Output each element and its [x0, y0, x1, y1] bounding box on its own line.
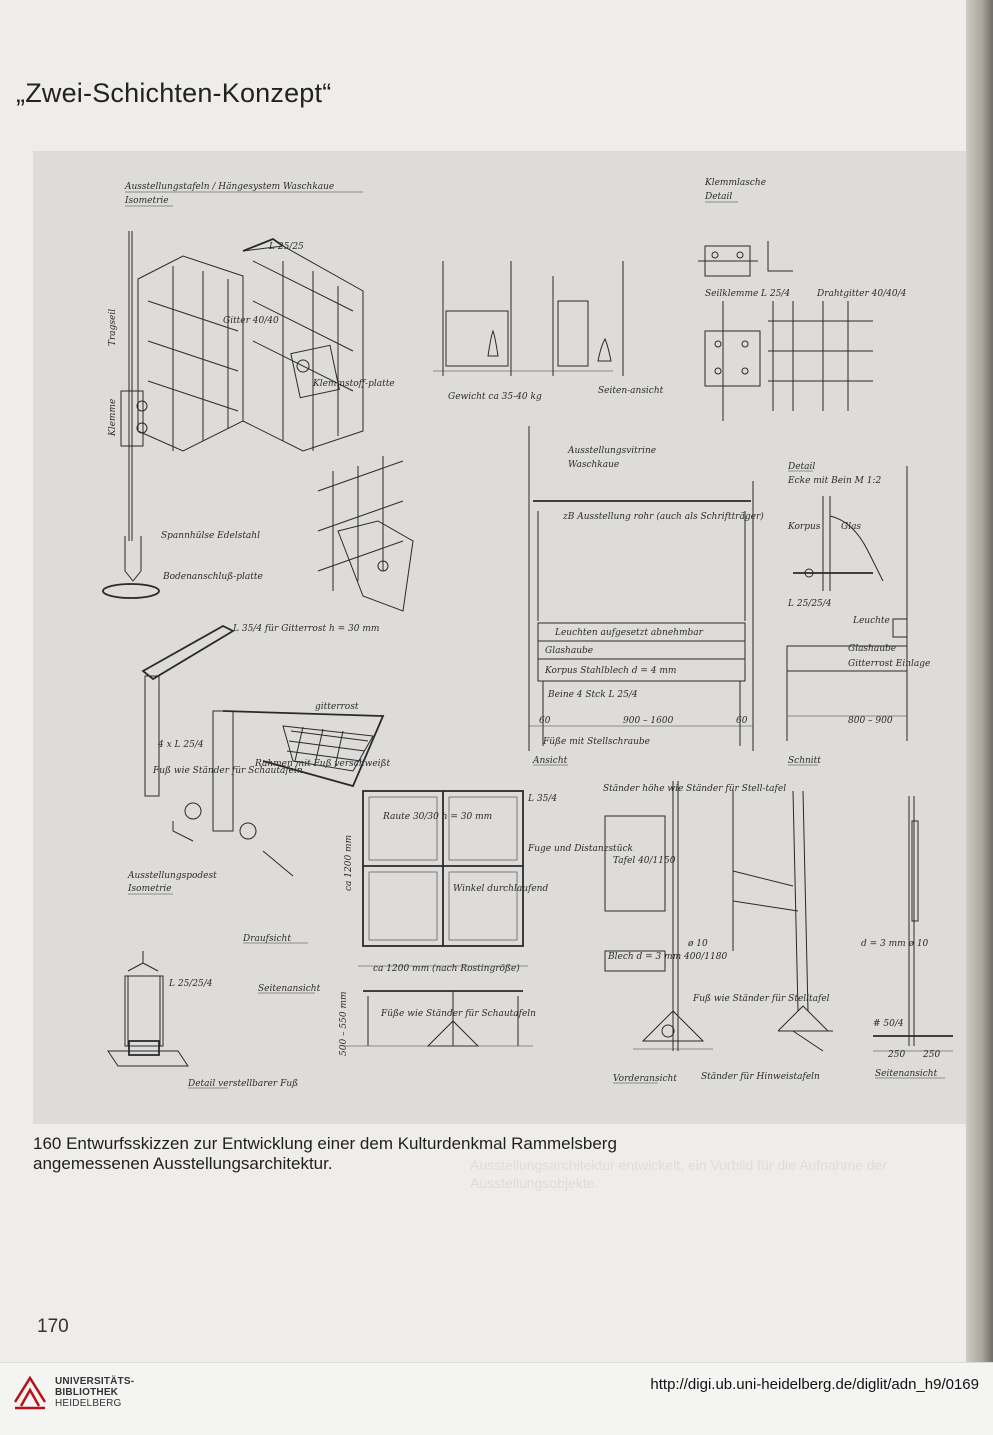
bleed-through-text: Ausstellungsarchitektur entwickelt, ein Vorbild für die Aufnahme der Ausstellungsobjekte.: [470, 1157, 888, 1191]
permalink-url[interactable]: http://digi.ub.uni-heidelberg.de/diglit/adn_h9/0169: [650, 1376, 979, 1393]
label-blech: Blech d = 3 mm 400/1180: [608, 952, 728, 962]
label-glashaube-s: Glashaube: [848, 644, 897, 654]
label-klemmplatte: Klemmstoff-platte: [313, 379, 395, 389]
label-l25x4: 4 x L 25/4: [158, 740, 204, 750]
sketch-drawing: [33, 151, 966, 1124]
label-staender-hoehe: Ständer höhe wie Ständer für Stell-tafel: [603, 784, 787, 794]
label-l25-4: L 25/4: [761, 289, 791, 299]
label-l25-25-4b: L 25/25/4: [169, 979, 213, 989]
label-raute: Raute 30/30 h = 30 mm: [383, 812, 493, 822]
label-seitenansicht-r: Seitenansicht: [875, 1069, 938, 1079]
label-dim-60b: 60: [736, 716, 748, 726]
label-l35: L 35/4 für Gitterrost h = 30 mm: [233, 624, 380, 634]
label-podest: Ausstellungspodest: [128, 871, 217, 881]
label-gitterrost-iso: gitterrost: [315, 702, 359, 712]
label-rahmen: Rahmen mit Fuß verschweißt: [255, 759, 391, 769]
label-vitrine-sub: Waschkaue: [568, 460, 620, 470]
label-l35-4: L 35/4: [528, 794, 558, 804]
label-d3: d = 3 mm ø 10: [861, 939, 929, 949]
sketch-clamp-detail: [698, 178, 907, 421]
label-tl-title: Ausstellungstafeln / Hängesystem Waschkaue: [125, 182, 335, 192]
library-name: [55, 1376, 134, 1409]
sketch-draufsicht: [242, 791, 633, 1056]
label-gitterrost: Gitterrost Einlage: [848, 659, 931, 669]
label-winkel: Winkel durchlaufend: [453, 884, 549, 894]
sketch-hanging-system: [103, 182, 395, 598]
library-name-line3: HEIDELBERG: [55, 1398, 122, 1409]
label-korpus: Korpus Stahlblech d = 4 mm: [545, 666, 677, 676]
label-drahtgitter: Drahtgitter 40/40/4: [817, 289, 907, 299]
label-seitenansicht: Seitenansicht: [258, 984, 321, 994]
label-ca1200: ca 1200 mm: [344, 834, 354, 891]
page-heading: „Zwei-Schichten-Konzept“: [16, 78, 332, 108]
sketch-iso-grid: [318, 456, 413, 611]
label-tragseil: Tragseil: [108, 308, 118, 346]
sketch-stand-front: [603, 781, 786, 1084]
label-klemme: Klemme: [108, 398, 118, 436]
label-ca1200b: ca 1200 mm (nach Rostingröße): [373, 964, 520, 974]
label-leuchte: Leuchte: [853, 616, 890, 626]
label-ausstellungsrohr: zB Ausstellung rohr (auch als Schriftträger): [563, 512, 764, 522]
label-dim-span: 900 – 1600: [623, 716, 674, 726]
label-detail-bl: Detail verstellbarer Fuß: [188, 1079, 299, 1089]
library-name-line2: BIBLIOTHEK: [55, 1387, 119, 1398]
sketch-side-view: [861, 796, 953, 1079]
label-seitenansicht-small: Seiten-ansicht: [598, 386, 664, 396]
label-ansicht: Ansicht: [533, 756, 568, 766]
label-dim-500: 500 – 550 mm: [339, 991, 349, 1056]
book-gutter: [966, 0, 993, 1362]
library-name-line1: UNIVERSITÄTS-: [55, 1376, 135, 1387]
label-ecke: Ecke mit Bein M 1:2: [788, 476, 882, 486]
label-dim-800: 800 – 900: [848, 716, 893, 726]
label-podest-sub: Isometrie: [128, 884, 172, 894]
label-schnitt: Schnitt: [788, 756, 821, 766]
label-l50: # 50/4: [873, 1019, 904, 1029]
label-fugestueck: Fuge und Distanzstück: [528, 844, 633, 854]
label-korpus-small: Korpus: [788, 522, 821, 532]
label-vorderansicht: Vorderansicht: [613, 1074, 677, 1084]
label-seilklemme: Seilklemme: [705, 289, 759, 299]
label-fuesse: Füße mit Stellschraube: [543, 737, 651, 747]
label-fuesse-wie: Füße wie Ständer für Schautafeln: [381, 1009, 536, 1019]
label-tl-sub: Isometrie: [125, 196, 169, 206]
label-bodenplatte: Bodenanschluß-platte: [163, 572, 263, 582]
page-number: 170: [37, 1316, 69, 1337]
label-fuss-staender: Fuß wie Ständer für Stelltafel: [693, 994, 830, 1004]
label-gewicht: Gewicht ca 35-40 kg: [448, 392, 542, 402]
sketch-vitrine: [529, 426, 764, 766]
label-glas: Glas: [841, 522, 862, 532]
label-dim-250a: 250: [888, 1050, 906, 1060]
label-spannhuelse: Spannhülse Edelstahl: [161, 531, 260, 541]
figure-caption: 160 Entwurfsskizzen zur Entwicklung einer dem Kulturdenkmal Rammelsberg angemessenen Ausstellungsarchitektur.: [33, 1134, 617, 1173]
library-logo-icon: [12, 1372, 48, 1412]
label-draufsicht: Draufsicht: [243, 934, 291, 944]
label-glashaube: Glashaube: [545, 646, 594, 656]
label-l25-25-4: L 25/25/4: [788, 599, 832, 609]
label-beine: Beine 4 Stck L 25/4: [548, 690, 638, 700]
label-fuss-wie: Fuß wie Ständer für Schautafeln: [153, 766, 303, 776]
label-hinweistafeln: Ständer für Hinweistafeln: [701, 1072, 820, 1082]
label-dim-250b: 250: [923, 1050, 941, 1060]
label-klemmlasche: Klemmlasche: [705, 178, 767, 188]
label-vitrine-title: Ausstellungsvitrine: [568, 446, 657, 456]
label-dim-60a: 60: [539, 716, 551, 726]
label-tafel: Tafel 40/1150: [613, 856, 676, 866]
label-l25: L 25/25: [269, 242, 304, 252]
sketch-plate: [33, 151, 966, 1124]
library-footer: [0, 1362, 993, 1435]
sketch-elevation: [433, 261, 664, 402]
sketch-foot-detail: [108, 951, 298, 1089]
label-gitter: Gitter 40/40: [223, 316, 279, 326]
label-phi10: ø 10: [688, 939, 708, 949]
label-leuchten: Leuchten aufgesetzt abnehmbar: [555, 628, 703, 638]
label-detail-tr: Detail: [705, 192, 733, 202]
label-detail-ecke: Detail: [788, 462, 816, 472]
sketch-vitrine-section: [787, 462, 930, 766]
sketch-stand-signs: [692, 791, 833, 1082]
